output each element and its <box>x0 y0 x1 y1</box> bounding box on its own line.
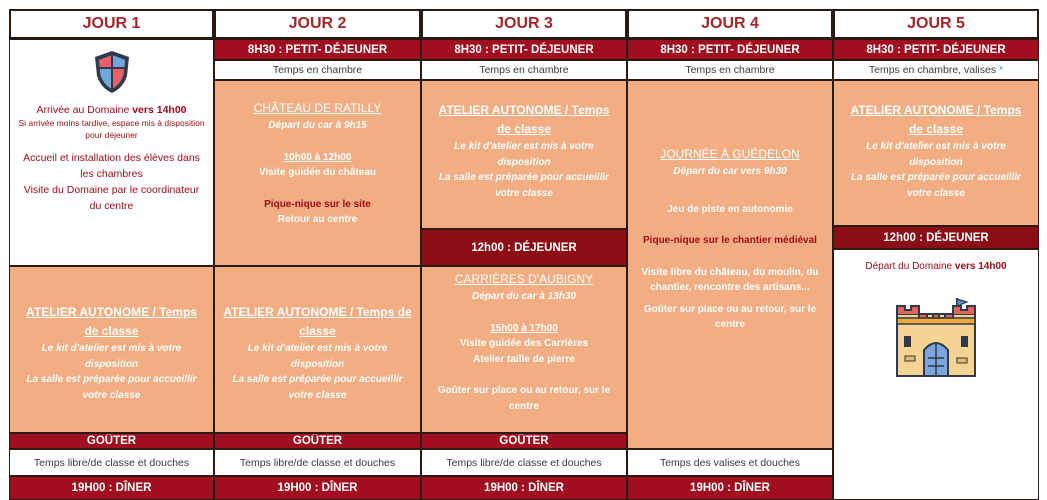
atelier-room-text: La salle est préparée pour accueillir votre classe <box>232 374 403 401</box>
bus-departure: Départ du car à 13h30 <box>472 291 576 302</box>
snack-bar: GOÛTER <box>214 433 421 449</box>
lunch-bar: 12h00 : DÉJEUNER <box>833 226 1039 249</box>
breakfast-bar: 8H30 : PETIT- DÉJEUNER <box>833 39 1039 60</box>
free-visit: Visite libre du château, du moulin, du chantier, rencontre des artisans... <box>641 266 819 293</box>
day-column-1 <box>9 9 214 492</box>
stone-workshop: Atelier taille de pierre <box>473 353 575 365</box>
day-header: JOUR 3 <box>421 9 627 39</box>
atelier-block <box>9 266 214 433</box>
welcome-text: Accueil et installation des élèves dans les chambres <box>23 152 200 180</box>
atelier-room-text: La salle est préparée pour accueillir votre classe <box>438 172 610 199</box>
atelier-title: ATELIER AUTONOME / Temps de classe <box>223 305 412 338</box>
free-time: Temps libre/de classe et douches <box>214 449 421 476</box>
room-time-luggage <box>833 60 1039 80</box>
castle-icon <box>834 296 1038 380</box>
bus-departure: Départ du car à 9h15 <box>268 120 367 131</box>
departure-time: vers 14h00 <box>954 261 1007 272</box>
dinner-bar: 19H00 : DÎNER <box>627 476 833 500</box>
luggage-time: Temps des valises et douches <box>627 449 833 476</box>
arrival-text: Arrivée au Domaine <box>36 104 133 116</box>
excursion-title: CHÂTEAU DE RATILLY <box>253 101 382 115</box>
room-time-luggage-label: Temps en chambre, valises <box>868 64 997 76</box>
return-text: Retour au centre <box>277 214 358 225</box>
excursion-aubigny <box>421 266 627 433</box>
free-time: Temps libre/de classe et douches <box>9 449 214 476</box>
lunch-bar: 12h00 : DÉJEUNER <box>421 229 627 266</box>
picnic-text: Pique-nique sur le site <box>264 198 371 210</box>
snack-bar: GOÛTER <box>9 433 214 449</box>
day-column-3 <box>421 9 627 492</box>
snack-bar: GOÛTER <box>421 433 627 449</box>
atelier-room-text: La salle est préparée pour accueillir votre classe <box>26 374 197 401</box>
atelier-kit-text: Le kit d'atelier est mis à votre disposition <box>41 343 182 370</box>
room-time: Temps en chambre <box>421 60 627 80</box>
arrival-block <box>9 39 214 266</box>
atelier-kit-text: Le kit d'atelier est mis à votre disposition <box>454 141 594 168</box>
excursion-ratilly <box>214 80 421 266</box>
visit-time-range: 10h00 à 12h00 <box>283 151 352 163</box>
dinner-bar: 19H00 : DÎNER <box>421 476 627 500</box>
day-column-4 <box>627 9 833 492</box>
excursion-title: CARRIÈRES D'AUBIGNY <box>454 272 594 286</box>
bus-departure: Départ du car vers 9h30 <box>673 166 787 177</box>
dinner-bar: 19H00 : DÎNER <box>214 476 421 500</box>
day-column-5 <box>833 9 1039 492</box>
visit-time-range: 15h00 à 17h00 <box>490 322 558 334</box>
snack-note: Goûter sur place ou au retour, sur le centre <box>643 303 817 330</box>
atelier-room-text: La salle est préparée pour accueillir votre classe <box>850 172 1022 199</box>
guided-visit: Visite guidée du château <box>258 167 377 178</box>
day-column-2 <box>214 9 421 492</box>
guided-visit: Visite guidée des Carrières <box>459 338 589 349</box>
free-time: Temps libre/de classe et douches <box>421 449 627 476</box>
atelier-title: ATELIER AUTONOME / Temps de classe <box>438 103 610 136</box>
atelier-block <box>833 80 1039 226</box>
excursion-title: JOURNÉE À GUÉDELON <box>660 147 800 161</box>
atelier-title: ATELIER AUTONOME / Temps de classe <box>850 103 1022 136</box>
departure-block <box>833 249 1039 500</box>
shield-icon <box>10 48 213 103</box>
atelier-block <box>214 266 421 433</box>
breakfast-bar: 8H30 : PETIT- DÉJEUNER <box>627 39 833 60</box>
snack-note: Goûter sur place ou au retour, sur le centre <box>437 385 611 412</box>
picnic-text: Pique-nique sur le chantier médiéval <box>643 235 817 246</box>
excursion-guedelon <box>627 80 833 449</box>
day-header: JOUR 2 <box>214 9 421 39</box>
day-header: JOUR 1 <box>9 9 214 39</box>
treasure-hunt: Jeu de piste en autonomie <box>667 203 793 215</box>
room-time: Temps en chambre <box>214 60 421 80</box>
day-header: JOUR 4 <box>627 9 833 39</box>
room-time: Temps en chambre <box>627 60 833 80</box>
breakfast-bar: 8H30 : PETIT- DÉJEUNER <box>214 39 421 60</box>
late-arrival-note: Si arrivée moins tardive, espace mis à disposition pour déjeuner <box>18 118 205 140</box>
dinner-bar: 19H00 : DÎNER <box>9 476 214 500</box>
atelier-title: ATELIER AUTONOME / Temps de classe <box>26 305 197 338</box>
breakfast-bar: 8H30 : PETIT- DÉJEUNER <box>421 39 627 60</box>
atelier-block <box>421 80 627 229</box>
atelier-kit-text: Le kit d'atelier est mis à votre disposition <box>247 343 388 370</box>
arrival-time: vers 14h00 <box>132 104 187 116</box>
atelier-kit-text: Le kit d'atelier est mis à votre disposition <box>866 141 1006 168</box>
domain-visit-text: Visite du Domaine par le coordinateur du centre <box>23 184 200 212</box>
departure-text: Départ du Domaine <box>865 261 955 272</box>
day-header: JOUR 5 <box>833 9 1039 39</box>
asterisk-note: * <box>999 64 1004 76</box>
